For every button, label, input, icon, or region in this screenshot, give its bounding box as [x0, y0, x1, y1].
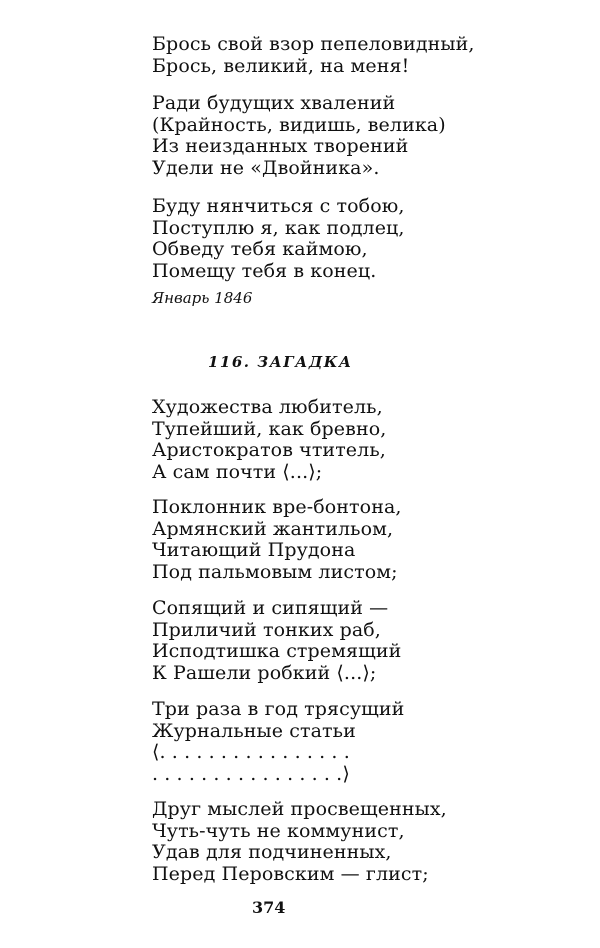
- poem-line: Поклонник вре-бонтона,: [152, 496, 402, 518]
- poem-line: Тупейший, как бревно,: [152, 417, 387, 440]
- poem-line: Помещу тебя в конец.: [152, 259, 377, 282]
- poem-line: ⟨. . . . . . . . . . . . . . . .: [152, 741, 350, 763]
- poem-line: Сопящий и сипящий —: [152, 597, 389, 619]
- poem-line: Три раза в год трясущий: [152, 698, 405, 720]
- poem-line: Ради будущих хвалений: [152, 92, 396, 114]
- poem-line: Под пальмовым листом;: [152, 560, 398, 583]
- poem-line: Читающий Прудона: [152, 539, 356, 561]
- poem-line: Приличий тонких раб,: [152, 618, 381, 641]
- poem-line: Из неизданных творений: [152, 135, 409, 157]
- poem-line: Поступлю я, как подлец,: [152, 216, 405, 239]
- stanza-5: [152, 497, 402, 583]
- stanza-2: [152, 93, 446, 179]
- stanza-3: [152, 196, 405, 282]
- stanza-1: [152, 34, 475, 77]
- poem-line: Аристократов чтитель,: [152, 439, 386, 461]
- poem-date: Январь 1846: [152, 289, 253, 307]
- stanza-4: [152, 397, 386, 483]
- poem-line: Армянский жантильом,: [152, 517, 394, 540]
- stanza-7: [152, 699, 404, 785]
- poem-line: А сам почти ⟨...⟩;: [152, 460, 323, 483]
- poem-line: Удели не «Двойника».: [152, 156, 380, 179]
- poem-line: К Рашели робкий ⟨...⟩;: [152, 661, 377, 684]
- poem-line: Удав для подчиненных,: [152, 841, 392, 863]
- poem-title: 116. ЗАГАДКА: [208, 353, 353, 371]
- poem-line: Художества любитель,: [152, 396, 383, 418]
- poem-line: Друг мыслей просвещенных,: [152, 798, 447, 820]
- stanza-6: [152, 598, 401, 684]
- poem-line: Перед Перовским — глист;: [152, 862, 429, 885]
- poem-line: . . . . . . . . . . . . . . . .⟩: [152, 762, 350, 785]
- stanza-8: [152, 799, 447, 885]
- poem-line: Журнальные статьи: [152, 719, 356, 742]
- poem-line: Чуть-чуть не коммунист,: [152, 819, 405, 842]
- poem-line: Обведу тебя каймою,: [152, 238, 368, 260]
- poem-line: (Крайность, видишь, велика): [152, 113, 446, 136]
- poem-line: Буду нянчиться с тобою,: [152, 195, 405, 217]
- poem-line: Брось свой взор пепеловидный,: [152, 33, 475, 55]
- poem-line: Исподтишка стремящий: [152, 640, 402, 662]
- page-number: 374: [252, 898, 286, 917]
- poem-line: Брось, великий, на меня!: [152, 54, 410, 77]
